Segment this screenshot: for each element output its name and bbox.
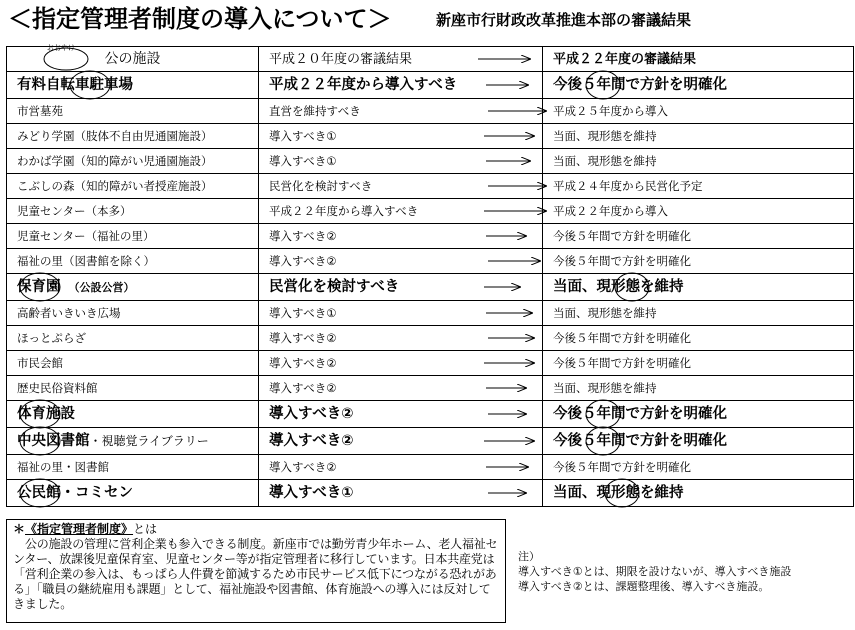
table-row: [7, 274, 854, 301]
facility-cell: [7, 72, 259, 99]
footnote-line-1: 導入すべき①とは、期限を設けないが、導入すべき施設: [518, 565, 792, 578]
h20-cell: 導入すべき②: [259, 326, 543, 351]
facility-name: 歴史民俗資料館: [17, 380, 98, 395]
facility-cell: [7, 455, 259, 480]
h20-cell: 導入すべき②: [259, 455, 543, 480]
facility-cell: [7, 199, 259, 224]
facility-cell: [7, 376, 259, 401]
h20-cell: 民営化を検討すべき: [259, 274, 543, 301]
h22-cell: 平成２４年度から民営化予定: [543, 174, 854, 199]
h22-cell: 当面、現形態を維持: [543, 149, 854, 174]
facility-cell: [7, 428, 259, 455]
header-h20: 平成２０年度の審議結果: [259, 47, 543, 72]
facility-cell: [7, 249, 259, 274]
table-row: [7, 72, 854, 99]
header-h22: 平成２２年度の審議結果: [543, 47, 854, 72]
footnote: [518, 549, 852, 594]
note-title: [13, 522, 499, 537]
facility-name: 高齢者いきいき広場: [17, 305, 121, 320]
facility-cell: [7, 99, 259, 124]
facility-cell: [7, 401, 259, 428]
h20-cell: 直営を維持すべき: [259, 99, 543, 124]
h20-cell: 導入すべき①: [259, 480, 543, 507]
h20-cell: 導入すべき②: [259, 224, 543, 249]
h22-cell: 今後５年間で方針を明確化: [543, 72, 854, 99]
note-mark: ＊: [13, 522, 26, 536]
table-row: [7, 455, 854, 480]
note-keyword: 《指定管理者制度》: [25, 522, 134, 536]
h20-cell: 導入すべき①: [259, 124, 543, 149]
facility-cell: [7, 124, 259, 149]
facility-name: 体育施設: [17, 405, 75, 422]
h20-cell: 導入すべき②: [259, 249, 543, 274]
facility-cell: [7, 174, 259, 199]
facility-cell: [7, 149, 259, 174]
facility-cell: [7, 301, 259, 326]
table-row: [7, 480, 854, 507]
table-row: [7, 351, 854, 376]
h22-cell: 当面、現形態を維持: [543, 124, 854, 149]
h20-cell: 導入すべき①: [259, 301, 543, 326]
facility-name: みどり学園（肢体不自由児通園施設）: [17, 128, 213, 143]
facility-cell: [7, 326, 259, 351]
header-facility-label: 公の施設: [104, 50, 161, 67]
h22-cell: 当面、現形態を維持: [543, 301, 854, 326]
h22-cell: 今後５年間で方針を明確化: [543, 455, 854, 480]
h22-cell: 今後５年間で方針を明確化: [543, 428, 854, 455]
h22-cell: 当面、現形態を維持: [543, 274, 854, 301]
facility-name: ほっとぷらざ: [17, 330, 86, 345]
h22-cell: 今後５年間で方針を明確化: [543, 224, 854, 249]
note-title-tail: とは: [133, 522, 158, 536]
header-facility: [7, 44, 259, 72]
footnote-line-2: 導入すべき②とは、課題整理後、導入すべき施設。: [518, 580, 770, 593]
h20-cell: 平成２２年度から導入すべき: [259, 199, 543, 224]
table-row: [7, 301, 854, 326]
table-row: [7, 376, 854, 401]
h22-cell: 当面、現形態を維持: [543, 480, 854, 507]
h22-cell: 今後５年間で方針を明確化: [543, 351, 854, 376]
h22-cell: 当面、現形態を維持: [543, 376, 854, 401]
h20-cell: 導入すべき②: [259, 401, 543, 428]
review-table: [6, 46, 854, 507]
page-subtitle: 新座市行財政改革推進本部の審議結果: [436, 11, 692, 29]
facility-cell: [7, 224, 259, 249]
facility-name: 児童センター（本多）: [17, 203, 132, 218]
facility-name: 公民館・コミセン: [17, 484, 133, 501]
table-row: [7, 249, 854, 274]
facility-name: 市営墓苑: [17, 103, 63, 118]
h20-cell: 導入すべき①: [259, 149, 543, 174]
facility-name: 福祉の里（図書館を除く）: [17, 253, 155, 268]
h22-cell: 平成２２年度から導入: [543, 199, 854, 224]
facility-cell: [7, 351, 259, 376]
facility-name: 有料自転車駐車場: [17, 76, 133, 93]
footnote-heading: 注）: [518, 550, 540, 563]
h22-cell: 今後５年間で方針を明確化: [543, 401, 854, 428]
facility-suffix: ・視聴覚ライブラリー: [89, 433, 209, 448]
table-row: [7, 326, 854, 351]
page-title: ＜指定管理者制度の導入について＞: [8, 5, 392, 33]
table-row: [7, 124, 854, 149]
table-row: [7, 224, 854, 249]
h20-cell: 導入すべき②: [259, 376, 543, 401]
facility-name: 福祉の里・図書館: [17, 459, 109, 474]
table-header-row: [7, 47, 854, 72]
h20-cell: 民営化を検討すべき: [259, 174, 543, 199]
h20-cell: 平成２２年度から導入すべき: [259, 72, 543, 99]
h20-cell: 導入すべき②: [259, 351, 543, 376]
h20-cell: 導入すべき②: [259, 428, 543, 455]
facility-name: わかば学園（知的障がい児通園施設）: [17, 153, 213, 168]
facility-suffix: （公設公営）: [68, 280, 135, 294]
facility-cell: [7, 274, 259, 301]
note-box: [6, 519, 506, 623]
facility-name: 中央図書館: [17, 432, 90, 449]
table-row: [7, 149, 854, 174]
h22-cell: 平成２５年度から導入: [543, 99, 854, 124]
facility-name: こぶしの森（知的障がい者授産施設）: [17, 178, 213, 193]
note-body: 公の施設の管理に営利企業も参入できる制度。新座市では勤労青少年ホーム、老人福祉センター、放課後児童保育室、児童センター等が指定管理者に移行しています。日本共産党は「営利企業の参入は、もっぱら人件費を節減するため市民サービス低下につながる恐れがある」「職員の継続雇用も課題」として、福祉施設や図書館、体育施設への導入には反対してきました。: [13, 537, 498, 611]
facility-name: 保育園: [17, 278, 61, 295]
table-row: [7, 401, 854, 428]
table-row: [7, 428, 854, 455]
h22-cell: 今後５年間で方針を明確化: [543, 249, 854, 274]
table-row: [7, 174, 854, 199]
facility-name: 児童センター（福祉の里）: [17, 228, 155, 243]
table-row: [7, 99, 854, 124]
h22-cell: 今後５年間で方針を明確化: [543, 326, 854, 351]
table-row: [7, 199, 854, 224]
facility-cell: [7, 480, 259, 507]
facility-name: 市民会館: [17, 355, 63, 370]
header-facility-ruby: おおやけ: [47, 44, 75, 52]
